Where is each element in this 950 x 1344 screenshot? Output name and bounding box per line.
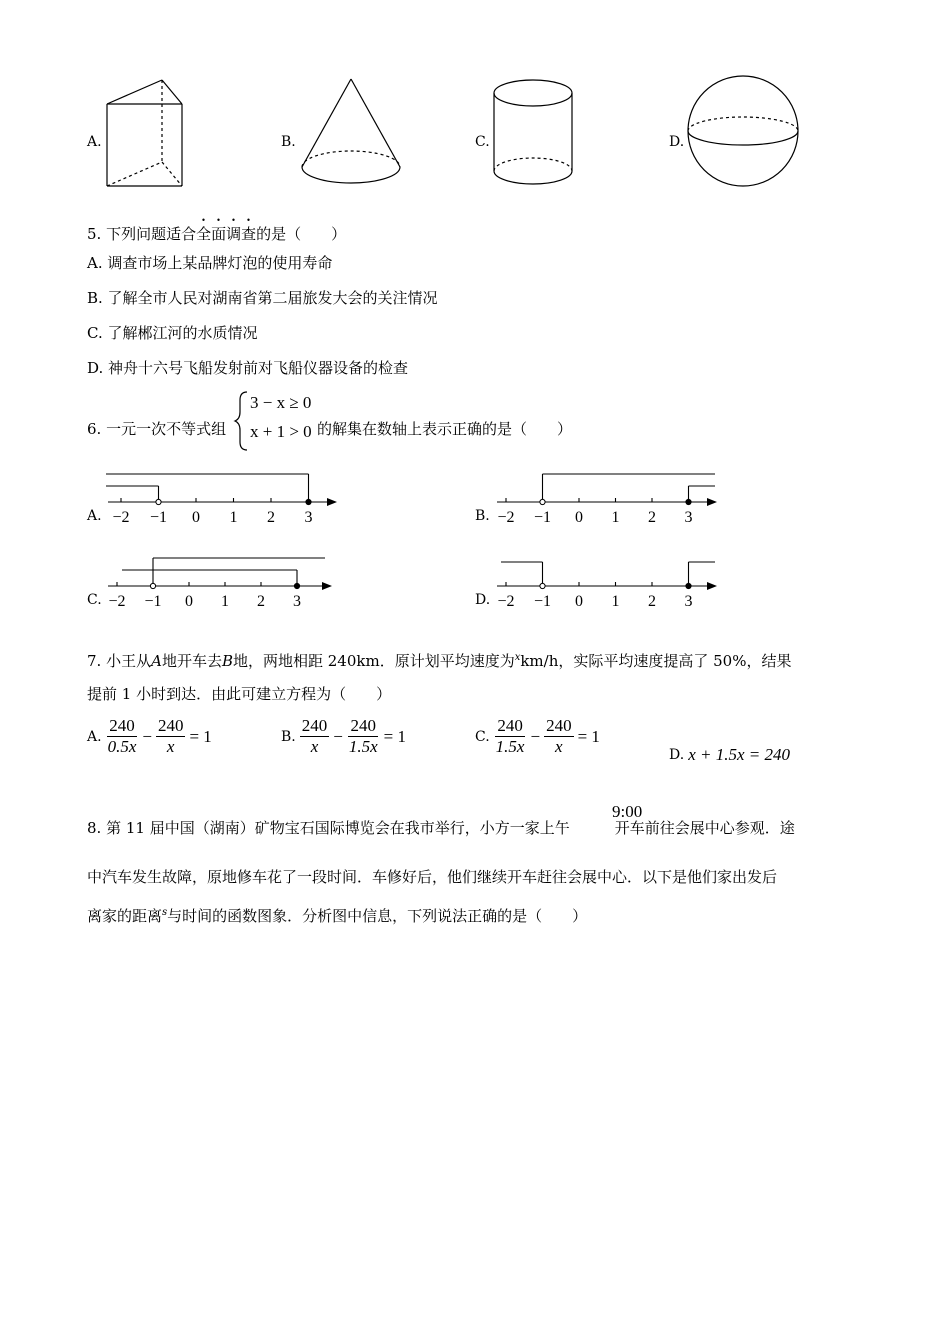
tick-label: 3 [684, 509, 693, 526]
tick-label: −2 [108, 593, 126, 610]
tick-label: 0 [575, 593, 583, 610]
q5-option-d: D. 神舟十六号飞船发射前对飞船仪器设备的检查 [87, 359, 409, 377]
tick-label: 2 [648, 509, 656, 526]
equation-rhs: = 1 [577, 726, 600, 746]
equation-expression: x + 1.5x = 240 [688, 745, 790, 764]
q8-text: 与时间的函数图象．分析图中信息，下列说法正确的是（ ） [167, 907, 588, 925]
tick-label: 2 [267, 509, 275, 526]
tick-label: −2 [112, 509, 130, 526]
q7-option-label: A. [87, 728, 102, 745]
q6-option-c-label: C. [87, 592, 102, 608]
q5-option-c: C. 了解郴江河的水质情况 [87, 324, 258, 342]
q7-text: 地，两地相距 240km．原计划平均速度为 [232, 652, 515, 670]
q6-option-d-number-line [0, 0, 950, 640]
q6-inequality-2: x + 1 > 0 [250, 422, 312, 441]
q6-stem-prefix: 6. 一元一次不等式组 [87, 420, 227, 438]
tick-label: 1 [229, 509, 238, 526]
fraction-denominator: 0.5x [107, 737, 137, 756]
tick-label: 0 [192, 509, 200, 526]
fraction-denominator: 1.5x [348, 737, 378, 756]
fraction-numerator: 240 [157, 716, 184, 735]
q6-stem-suffix: 的解集在数轴上表示正确的是（ ） [317, 420, 573, 438]
fraction-denominator: 1.5x [495, 737, 525, 756]
q5-stem-emphasis: 全面调查 [196, 225, 257, 243]
q8-variable-s: s [162, 907, 168, 918]
q8-text: 开车前往会展中心参观．途 [614, 819, 795, 837]
q7-option-c [475, 716, 600, 757]
fraction-numerator: 240 [350, 716, 376, 735]
q6-option-d-label: D. [475, 592, 491, 608]
q8-line-3 [87, 903, 587, 926]
q4-option-c-label: C. [475, 134, 490, 150]
tick-label: −2 [497, 593, 515, 610]
q7-option-d [669, 745, 790, 765]
minus-sign: − [333, 726, 343, 746]
tick-label: −1 [144, 593, 162, 610]
tick-label: −1 [533, 593, 552, 610]
q8-line-2: 中汽车发生故障，原地修车花了一段时间．车修好后，他们继续开车赶往会展中心．以下是他们家出发后 [87, 868, 778, 886]
tick-label: 1 [611, 509, 620, 526]
q7-line-1 [87, 648, 791, 671]
tick-label: 3 [293, 593, 301, 610]
q5-option-b: B. 了解全市人民对湖南省第二届旅发大会的关注情况 [87, 289, 438, 307]
q7-option-b [281, 716, 406, 757]
tick-label: 1 [611, 593, 620, 610]
fraction-denominator: x [166, 737, 175, 756]
q4-option-a-label: A. [87, 134, 102, 150]
q5-option-a: A. 调查市场上某品牌灯泡的使用寿命 [87, 254, 333, 272]
q7-option-label: C. [475, 728, 490, 745]
q6-inequality-1: 3 − x ≥ 0 [250, 393, 312, 412]
tick-label: 2 [257, 593, 265, 610]
q7-variable-x: x [514, 652, 521, 663]
minus-sign: − [142, 726, 152, 746]
equation-rhs: = 1 [189, 726, 212, 746]
q5-stem-prefix: 5. 下列问题适合 [87, 225, 197, 243]
q7-point-a: A [151, 652, 162, 670]
q4-option-b-label: B. [281, 134, 296, 150]
q7-line-2: 提前 1 小时到达．由此可建立方程为（ ） [87, 685, 392, 703]
q5-stem-suffix: 的是（ ） [256, 225, 347, 243]
q4-option-d-label: D. [669, 134, 685, 150]
q6-option-a-label: A. [87, 508, 102, 524]
tick-label: 0 [575, 509, 583, 526]
tick-label: −1 [533, 509, 552, 526]
tick-label: 1 [221, 593, 229, 610]
q7-point-b: B [221, 652, 233, 670]
q8-text: 离家的距离 [87, 907, 163, 925]
q7-text: 7. 小王从 [87, 652, 152, 670]
closed-point [686, 583, 691, 588]
minus-sign: − [530, 726, 541, 746]
q7-option-label: D. [669, 747, 685, 763]
q7-option-a [87, 716, 212, 757]
q8-text: 8. 第 11 届中国（湖南）矿物宝石国际博览会在我市举行，小方一家上午 [87, 819, 570, 837]
tick-label: 3 [684, 593, 693, 610]
tick-label: −1 [149, 509, 168, 526]
q7-option-label: B. [281, 728, 296, 745]
fraction-numerator: 240 [546, 716, 572, 735]
axis-arrow-icon [707, 582, 717, 590]
fraction-numerator: 240 [109, 716, 135, 735]
q8-time: 9:00 [612, 802, 643, 821]
fraction-numerator: 240 [497, 716, 523, 735]
tick-label: 3 [304, 509, 313, 526]
fraction-denominator: x [310, 737, 319, 756]
tick-label: 0 [185, 593, 193, 610]
equation-rhs: = 1 [383, 726, 406, 746]
q7-text: 地开车去 [161, 652, 222, 670]
tick-label: −2 [497, 509, 515, 526]
fraction-numerator: 240 [301, 716, 328, 735]
fraction-denominator: x [555, 737, 563, 756]
tick-label: 2 [648, 593, 656, 610]
open-point [540, 583, 545, 588]
q8-line-1 [87, 818, 795, 838]
q6-option-b-label: B. [475, 508, 490, 524]
q7-text: km/h，实际平均速度提高了 50%，结果 [520, 652, 792, 670]
